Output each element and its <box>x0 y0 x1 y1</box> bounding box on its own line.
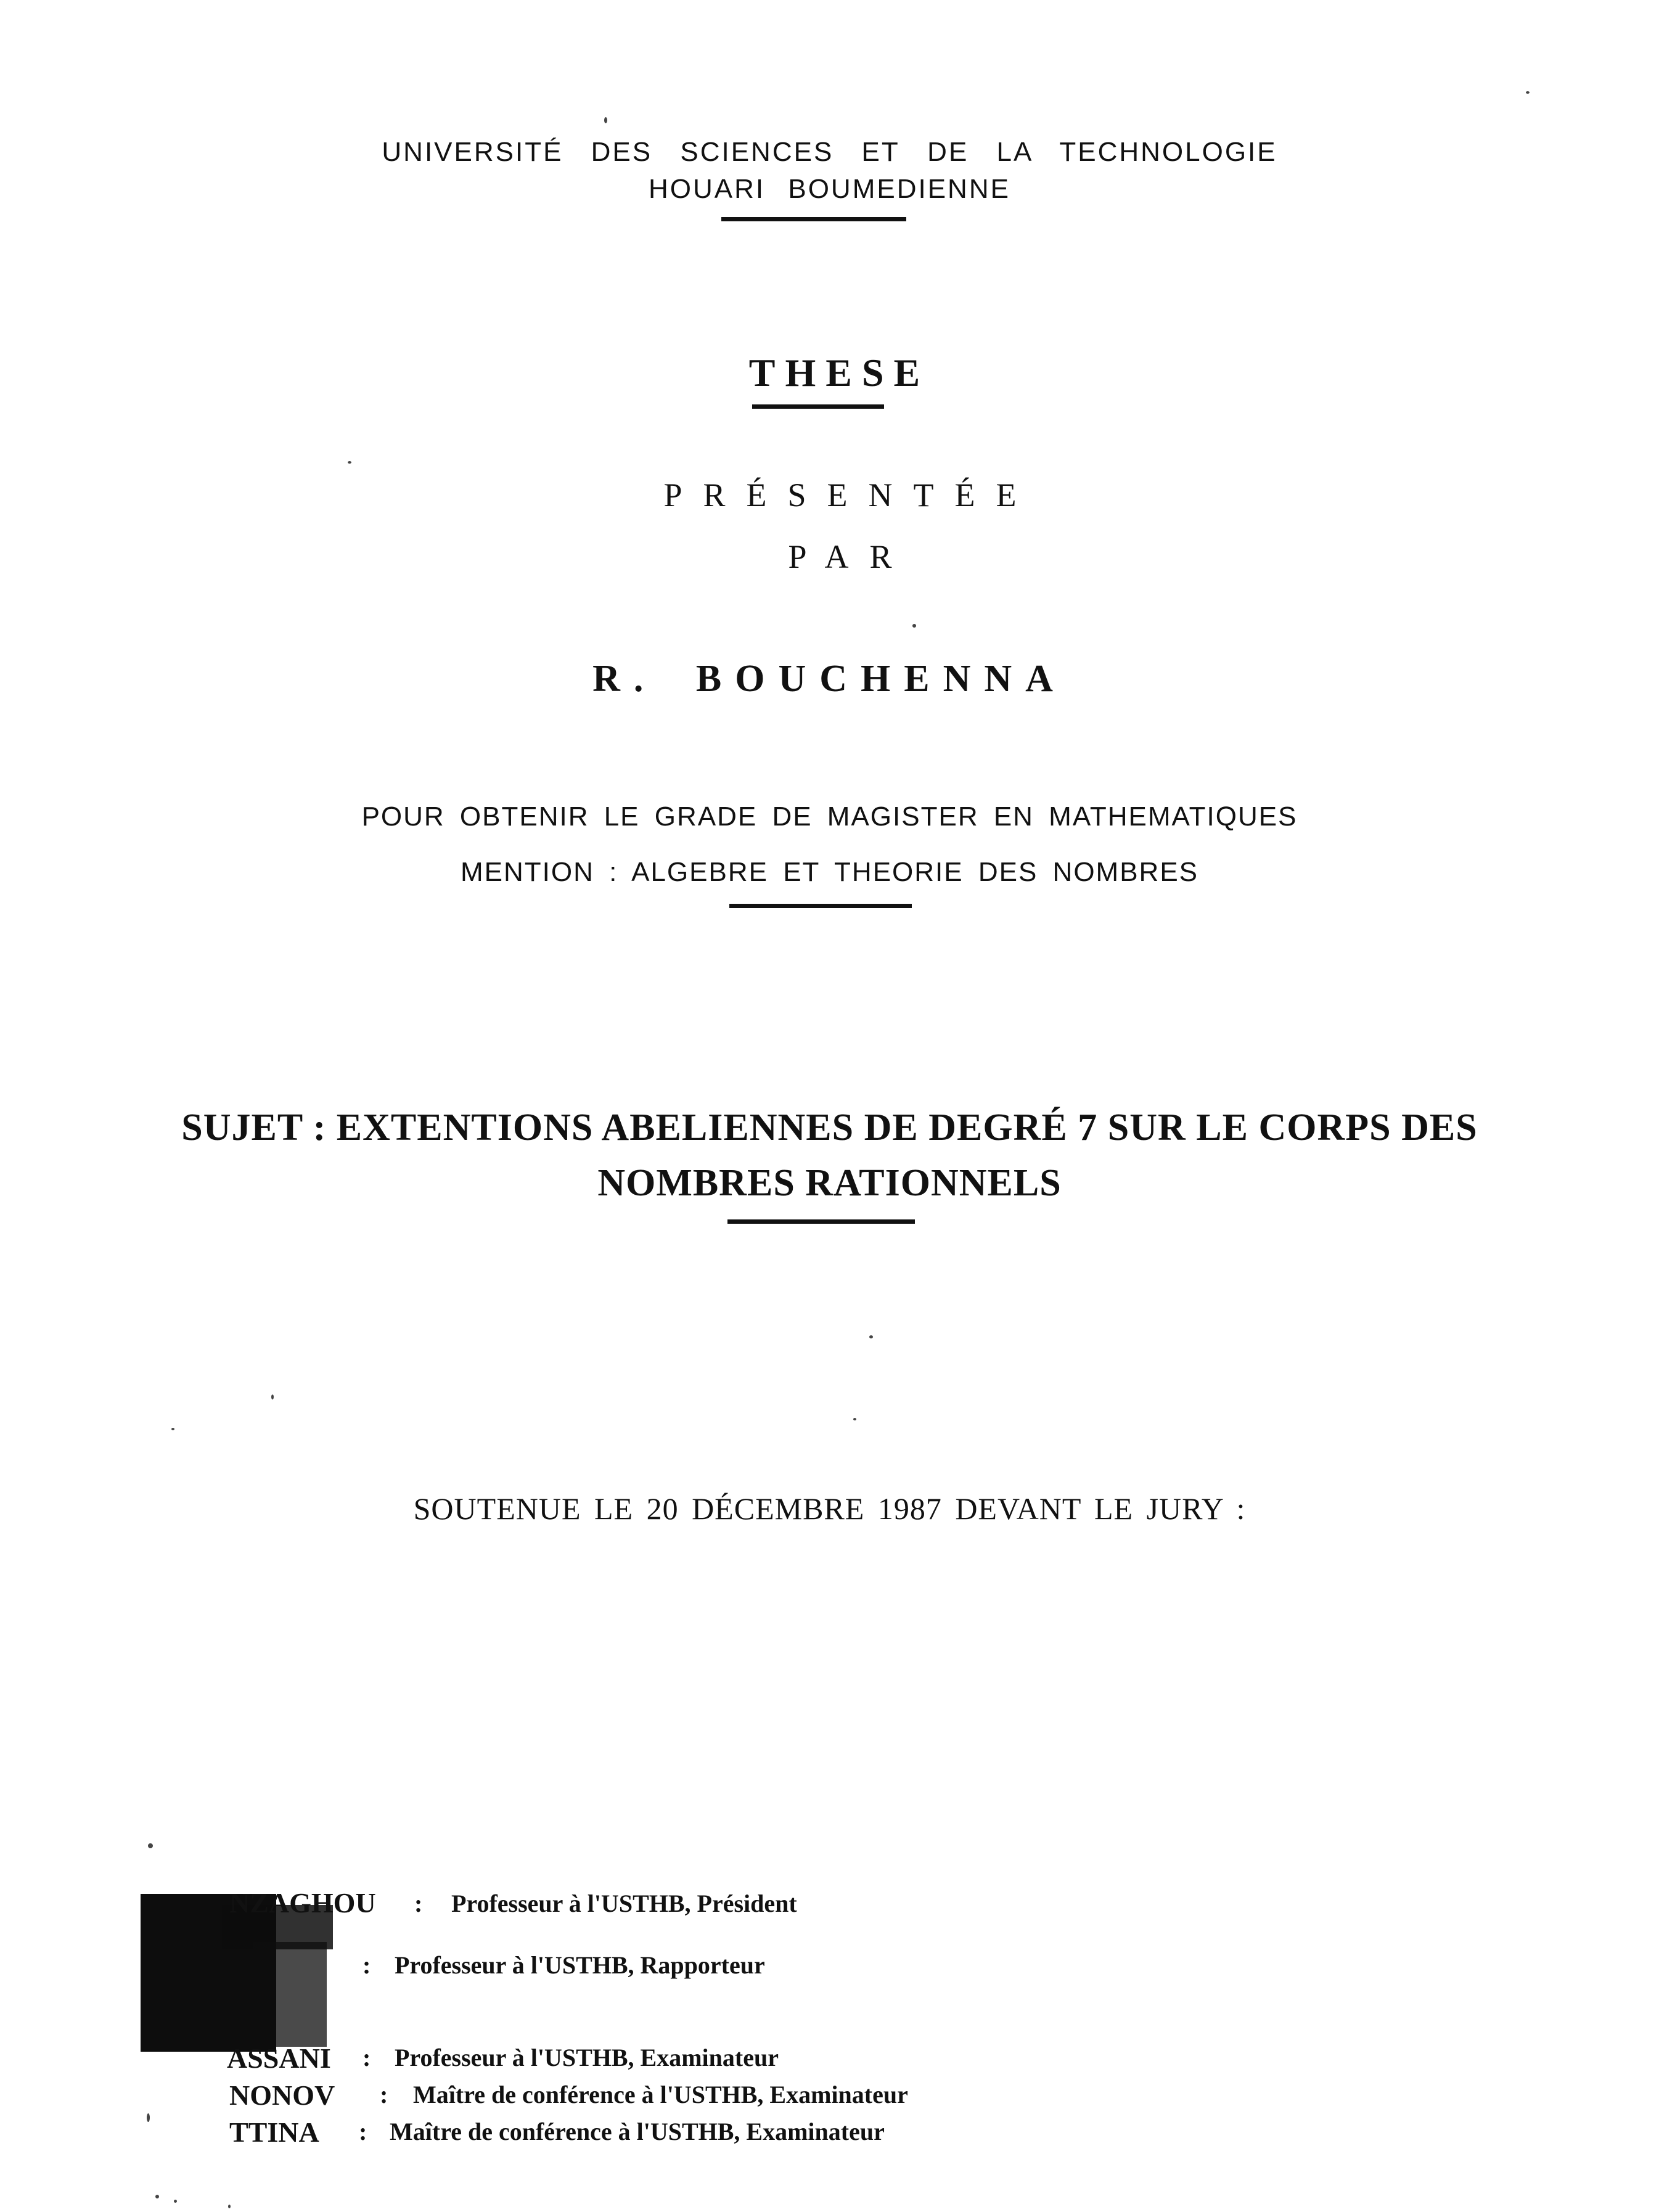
specialty-line: MENTION : ALGEBRE ET THEORIE DES NOMBRES <box>460 857 1199 887</box>
subject-underline <box>727 1219 915 1224</box>
author-name: R. BOUCHENNA <box>592 658 1067 700</box>
jury-member-3-name: ASSANI <box>227 2042 331 2074</box>
jury-member-5-name: TTINA <box>229 2116 319 2148</box>
title-underline <box>752 404 884 409</box>
defense-date-line: SOUTENUE LE 20 DÉCEMBRE 1987 DEVANT LE JURY : <box>413 1491 1246 1526</box>
subject-line1: SUJET : EXTENTIONS ABELIENNES DE DEGRÉ 7 SUR LE CORPS DES <box>181 1107 1478 1149</box>
subject-line2: NOMBRES RATIONNELS <box>597 1162 1062 1204</box>
jury-member-2-separator: : <box>363 1951 371 1979</box>
scan-speck <box>853 1418 856 1420</box>
jury-member-1-separator: : <box>414 1890 423 1917</box>
scan-speck <box>155 2195 159 2198</box>
scan-speck <box>271 1395 274 1399</box>
jury-member-4-separator: : <box>380 2081 388 2108</box>
scan-speck <box>604 117 607 123</box>
presented-label: PRÉSENTÉE <box>663 477 1038 514</box>
jury-member-2-role: Professeur à l'USTHB, Rapporteur <box>395 1951 765 1979</box>
university-name-line2: HOUARI BOUMEDIENNE <box>649 174 1010 204</box>
jury-member-4-role: Maître de conférence à l'USTHB, Examinateur <box>413 2081 908 2108</box>
jury-member-1-name: NZAGHOU <box>229 1887 376 1919</box>
jury-member-5-role: Maître de conférence à l'USTHB, Examinateur <box>390 2118 885 2145</box>
jury-member-3-separator: : <box>363 2044 371 2071</box>
scan-speck <box>174 2200 177 2203</box>
scan-speck <box>147 2113 150 2122</box>
scan-speck <box>869 1335 873 1338</box>
document-type-title: THESE <box>748 351 930 395</box>
degree-line: POUR OBTENIR LE GRADE DE MAGISTER EN MATHEMATIQUES <box>361 801 1298 832</box>
header-underline <box>721 217 906 221</box>
scan-damage-blot-3 <box>253 1942 327 2047</box>
by-label: PAR <box>788 538 913 575</box>
scan-speck <box>171 1428 174 1430</box>
scan-speck <box>148 1843 153 1848</box>
jury-member-4-name: NONOV <box>229 2079 335 2111</box>
scan-speck <box>912 624 916 628</box>
scan-speck <box>1526 91 1530 94</box>
scan-speck <box>348 461 351 464</box>
university-name-line1: UNIVERSITÉ DES SCIENCES ET DE LA TECHNOLOGIE <box>382 137 1277 167</box>
scan-speck <box>228 2205 231 2208</box>
jury-member-5-separator: : <box>359 2118 367 2145</box>
grade-underline <box>729 904 912 908</box>
jury-member-1-role: Professeur à l'USTHB, Président <box>451 1890 797 1917</box>
jury-member-3-role: Professeur à l'USTHB, Examinateur <box>395 2044 779 2071</box>
